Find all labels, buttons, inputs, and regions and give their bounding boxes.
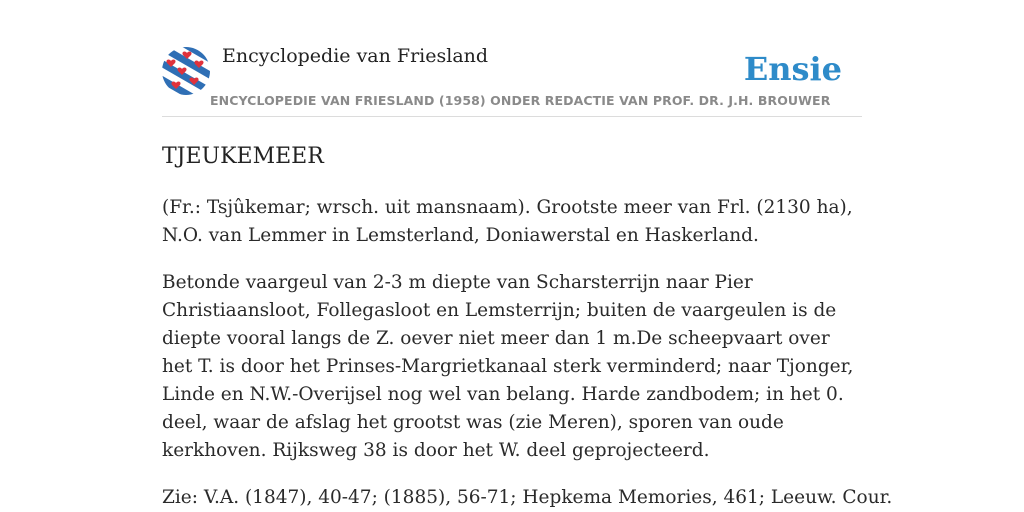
page <box>162 0 893 512</box>
ensie-brand-link[interactable]: Ensie <box>743 50 842 88</box>
article-references: Zie: V.A. (1847), 40-47; (1885), 56-71; Hepkema Memories, 461; Leeuw. Cour. <box>162 487 893 508</box>
site-header <box>162 0 862 117</box>
article-title: TJEUKEMEER <box>162 144 324 169</box>
frisian-flag-icon[interactable] <box>162 47 210 95</box>
article-paragraph: Betonde vaargeul van 2-3 m diepte van Scharsterrijn naar Pier Christiaansloot, Follegasloot en Lemsterrijn; buiten de vaargeulen is de diepte vooral langs de Z. oever niet meer dan 1 m.De scheepvaart over het T. is door het Prinses-Margrietkanaal sterk verminderd; naar Tjonger, Linde en N.W.-Overijsel nog wel van belang. Harde zandbodem; in het 0. deel, waar de afslag het grootst was (zie Meren), sporen van oude kerkhoven. Rijksweg 38 is door het W. deel geprojecteerd. <box>162 272 854 461</box>
source-subtitle: ENCYCLOPEDIE VAN FRIESLAND (1958) ONDER REDACTIE VAN PROF. DR. J.H. BROUWER <box>210 93 831 108</box>
site-title-link[interactable]: Encyclopedie van Friesland <box>222 45 489 67</box>
article-paragraph: (Fr.: Tsjûkemar; wrsch. uit mansnaam). Grootste meer van Frl. (2130 ha), N.O. van Lemmer in Lemsterland, Doniawerstal en Haskerland. <box>162 197 853 246</box>
